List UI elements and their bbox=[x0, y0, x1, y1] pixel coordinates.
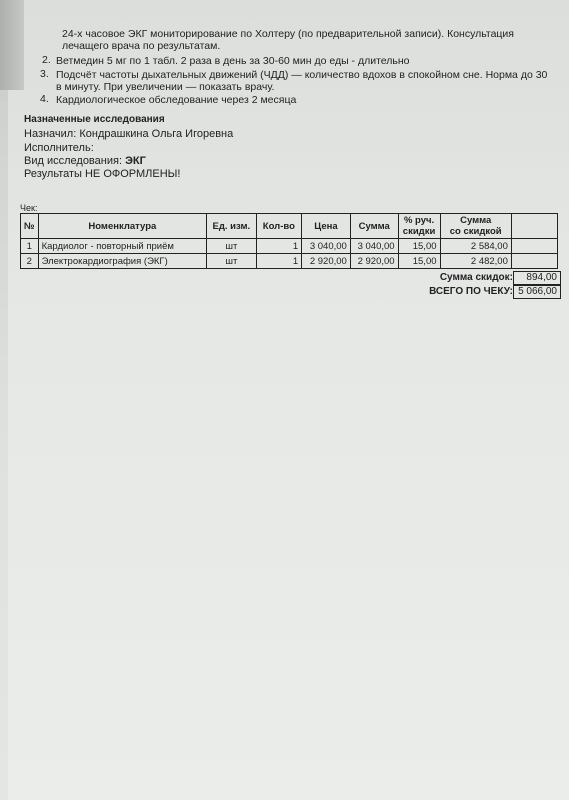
cell-name: Электрокардиография (ЭКГ) bbox=[38, 254, 207, 269]
rec-line: Ветмедин 5 мг по 1 табл. 2 раза в день за 30-60 мин до еды - длительно bbox=[56, 55, 410, 67]
col-header-unit: Ед. изм. bbox=[207, 214, 256, 239]
study-type-label: Вид исследования: bbox=[24, 155, 123, 167]
table-row bbox=[21, 239, 558, 254]
cell-no: 2 bbox=[21, 254, 39, 269]
paper-fold-shadow bbox=[0, 0, 24, 90]
cell-price: 3 040,00 bbox=[302, 239, 351, 254]
col-header-sum-discounted bbox=[440, 214, 511, 239]
rec-number: 4. bbox=[40, 93, 49, 105]
cell-sum: 3 040,00 bbox=[350, 239, 398, 254]
check-label: Чек: bbox=[20, 203, 38, 213]
prescribed-by-name: Кондрашкина Ольга Игоревна bbox=[79, 128, 234, 140]
cell-discount: 15,00 bbox=[398, 254, 440, 269]
cell-qty: 1 bbox=[256, 239, 302, 254]
check-table bbox=[20, 213, 558, 269]
study-type-row bbox=[24, 155, 146, 167]
cell-sum: 2 920,00 bbox=[350, 254, 398, 269]
col-header-sumd-l2: со скидкой bbox=[449, 226, 502, 237]
cell-sum-discounted: 2 482,00 bbox=[440, 254, 511, 269]
results-status: Результаты НЕ ОФОРМЛЕНЫ! bbox=[24, 168, 181, 180]
discount-total-value: 894,00 bbox=[513, 271, 561, 285]
table-row bbox=[21, 254, 558, 269]
cell-empty bbox=[511, 254, 557, 269]
executor-label: Исполнитель: bbox=[24, 142, 94, 154]
rec-line: Подсчёт частоты дыхательных движений (ЧДД) — количество вдохов в спокойном сне. Норма до 30 bbox=[56, 69, 548, 81]
rec-number: 2. bbox=[42, 54, 51, 66]
cell-unit: шт bbox=[207, 254, 256, 269]
cell-name: Кардиолог - повторный приём bbox=[38, 239, 207, 254]
grand-total-label: ВСЕГО ПО ЧЕКУ: bbox=[429, 286, 513, 297]
cell-empty bbox=[511, 239, 557, 254]
grand-total-value: 5 066,00 bbox=[513, 285, 561, 299]
cell-price: 2 920,00 bbox=[302, 254, 351, 269]
study-type-value: ЭКГ bbox=[125, 155, 146, 167]
prescribed-by-label: Назначил: bbox=[24, 128, 77, 140]
rec-number: 3. bbox=[40, 68, 49, 80]
cell-discount: 15,00 bbox=[398, 239, 440, 254]
cell-unit: шт bbox=[207, 239, 256, 254]
prescribed-by-row bbox=[24, 128, 233, 140]
rec-line: в минуту. При увеличении — показать врачу. bbox=[56, 81, 275, 93]
intro-line-1: 24-х часовое ЭКГ мониторирование по Холтеру (по предварительной записи). Консультация bbox=[62, 28, 514, 40]
col-header-name: Номенклатура bbox=[38, 214, 207, 239]
rec-line: Кардиологическое обследование через 2 месяца bbox=[56, 94, 297, 106]
table-header-row bbox=[21, 214, 558, 239]
intro-line-2: лечащего врача по результатам. bbox=[62, 40, 221, 52]
col-header-empty bbox=[511, 214, 557, 239]
studies-heading: Назначенные исследования bbox=[24, 114, 165, 125]
col-header-discount-l2: скидки bbox=[402, 226, 436, 237]
col-header-discount-l1: % руч. bbox=[403, 215, 435, 226]
col-header-discount bbox=[398, 214, 440, 239]
col-header-qty: Кол-во bbox=[256, 214, 302, 239]
cell-sum-discounted: 2 584,00 bbox=[440, 239, 511, 254]
col-header-sum: Сумма bbox=[350, 214, 398, 239]
discount-total-label: Сумма скидок: bbox=[439, 272, 513, 283]
col-header-price: Цена bbox=[302, 214, 351, 239]
cell-qty: 1 bbox=[256, 254, 302, 269]
cell-no: 1 bbox=[21, 239, 39, 254]
col-header-sumd-l1: Сумма bbox=[460, 215, 492, 226]
col-header-no: № bbox=[21, 214, 39, 239]
